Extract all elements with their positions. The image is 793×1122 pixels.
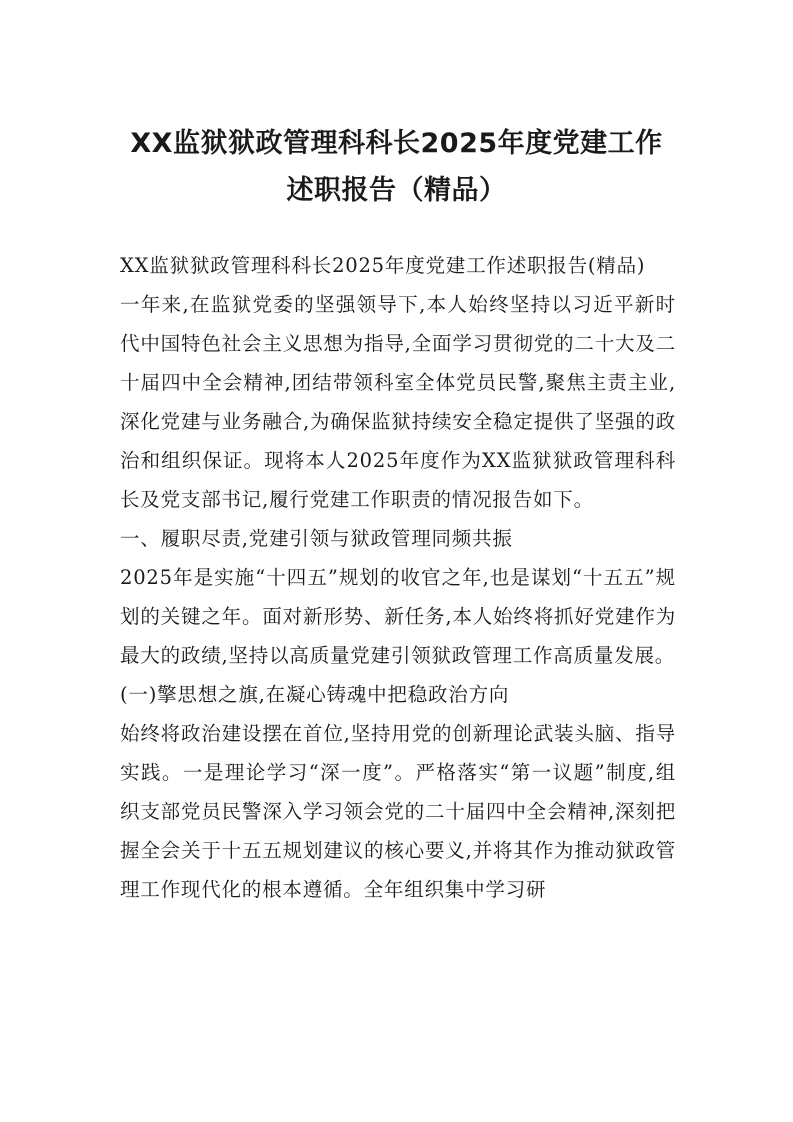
document-title-line-1: XX监狱狱政管理科科长2025年度党建工作 xyxy=(130,128,663,159)
body-paragraph-section-1: 2025年是实施“十四五”规划的收官之年,也是谋划“十五五”规划的关键之年。面对新形势、新任务,本人始终将抓好党建作为最大的政绩,坚持以高质量党建引领狱政管理工作高质量发展。 xyxy=(120,566,676,667)
body-paragraph-heading-repeat: XX监狱狱政管理科科长2025年度党建工作述职报告(精品) xyxy=(120,254,646,277)
document-title-line-2: 述职报告（精品） xyxy=(286,175,507,206)
subsection-heading-1: (一)擎思想之旗,在凝心铸魂中把稳政治方向 xyxy=(120,683,510,706)
body-paragraph-subsection-1: 始终将政治建设摆在首位,坚持用党的创新理论武装头脑、指导实践。一是理论学习“深一度”。严格落实“第一议题”制度,组织支部党员民警深入学习领会党的二十届四中全会精神,深刻把握全会关于十五五规划建议的核心要义,并将其作为推动狱政管理工作现代化的根本遵循。全年组织集中学习研 xyxy=(120,722,676,901)
document-body xyxy=(120,246,676,909)
section-heading-1: 一、履职尽责,党建引领与狱政管理同频共振 xyxy=(120,527,513,550)
body-paragraph-intro: 一年来,在监狱党委的坚强领导下,本人始终坚持以习近平新时代中国特色社会主义思想为指导,全面学习贯彻党的二十大及二十届四中全会精神,团结带领科室全体党员民警,聚焦主责主业,深化党建与业务融合,为确保监狱持续安全稳定提供了坚强的政治和组织保证。现将本人2025年度作为XX监狱狱政管理科科长及党支部书记,履行党建工作职责的情况报告如下。 xyxy=(120,293,676,511)
